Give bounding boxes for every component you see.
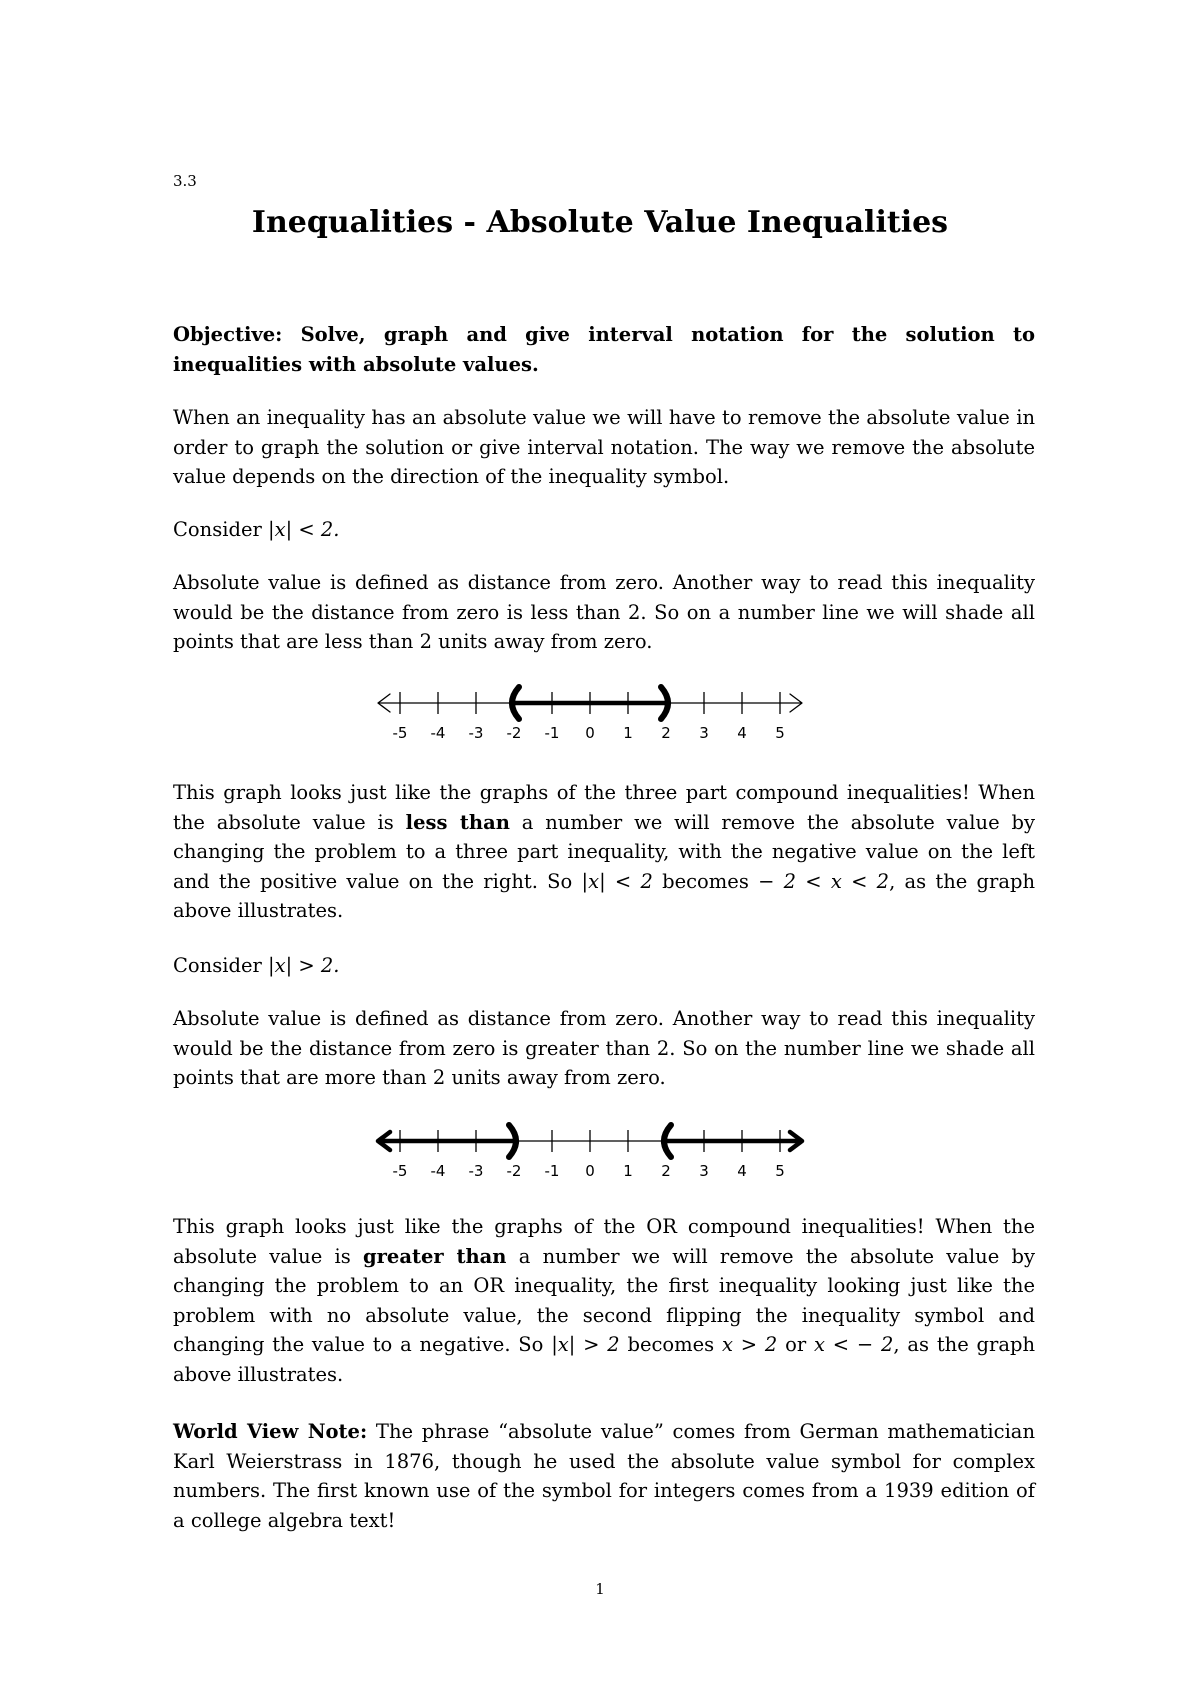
tick-label: -5 [392, 1162, 408, 1180]
consider-greater-than: Consider |x| > 2. [173, 954, 340, 977]
tick-label: 5 [775, 1162, 785, 1180]
page-number: 1 [595, 1580, 605, 1598]
tick-label: 2 [661, 1162, 671, 1180]
tick-label: -1 [544, 724, 560, 742]
number-line-greater-than [370, 1118, 840, 1188]
intro-paragraph: When an inequality has an absolute value we will have to remove the absolute value in order to graph the solution or give interval notation. The way we remove the absolute value depends on the direction of the inequality symbol. [173, 406, 1035, 488]
page-title: Inequalities - Absolute Value Inequalities [251, 205, 949, 240]
consider-less-than: Consider |x| < 2. [173, 518, 340, 541]
tick-label: -2 [506, 1162, 522, 1180]
tick-label: 1 [623, 1162, 633, 1180]
tick-label: 4 [737, 724, 747, 742]
tick-label: 0 [585, 1162, 595, 1180]
tick-label: -1 [544, 1162, 560, 1180]
tick-label: -4 [430, 1162, 446, 1180]
less-than-explanation: This graph looks just like the graphs of the three part compound inequalities! When the absolute value is less than a number we will remove the absolute value by changing the problem to a three part inequality, with the negative value on the left and the positive value on the right. So |x| < 2 becomes − 2 < x < 2, as the graph above illustrates. [173, 781, 1035, 922]
number-line-less-than [370, 680, 840, 750]
tick-label: -5 [392, 724, 408, 742]
tick-label: -2 [506, 724, 522, 742]
tick-label: -3 [468, 724, 484, 742]
section-number: 3.3 [173, 172, 197, 190]
tick-label: 2 [661, 724, 671, 742]
explain-less-than: Absolute value is defined as distance from zero. Another way to read this inequality would be the distance from zero is less than 2. So on a number line we will shade all points that are less than 2 units away from zero. [173, 571, 1035, 653]
tick-label: -4 [430, 724, 446, 742]
tick-label: 5 [775, 724, 785, 742]
tick-label: 0 [585, 724, 595, 742]
objective: Objective: Solve, graph and give interval notation for the solution to inequalities with absolute values. [173, 323, 1035, 376]
explain-greater-than: Absolute value is defined as distance from zero. Another way to read this inequality would be the distance from zero is greater than 2. So on the number line we shade all points that are more than 2 units away from zero. [173, 1007, 1035, 1089]
tick-label: 3 [699, 1162, 709, 1180]
tick-label: 1 [623, 724, 633, 742]
tick-label: 4 [737, 1162, 747, 1180]
world-view-note: World View Note: The phrase “absolute value” comes from German mathematician Karl Weierstrass in 1876, though he used the absolute value symbol for complex numbers. The first known use of the symbol for integers comes from a 1939 edition of a college algebra text! [173, 1420, 1035, 1532]
tick-label: -3 [468, 1162, 484, 1180]
tick-label: 3 [699, 724, 709, 742]
greater-than-explanation: This graph looks just like the graphs of the OR compound inequalities! When the absolute value is greater than a number we will remove the absolute value by changing the problem to an OR inequality, the first inequality looking just like the problem with no absolute value, the second flipping the inequality symbol and changing the value to a negative. So |x| > 2 becomes x > 2 or x < − 2, as the graph above illustrates. [173, 1215, 1036, 1386]
